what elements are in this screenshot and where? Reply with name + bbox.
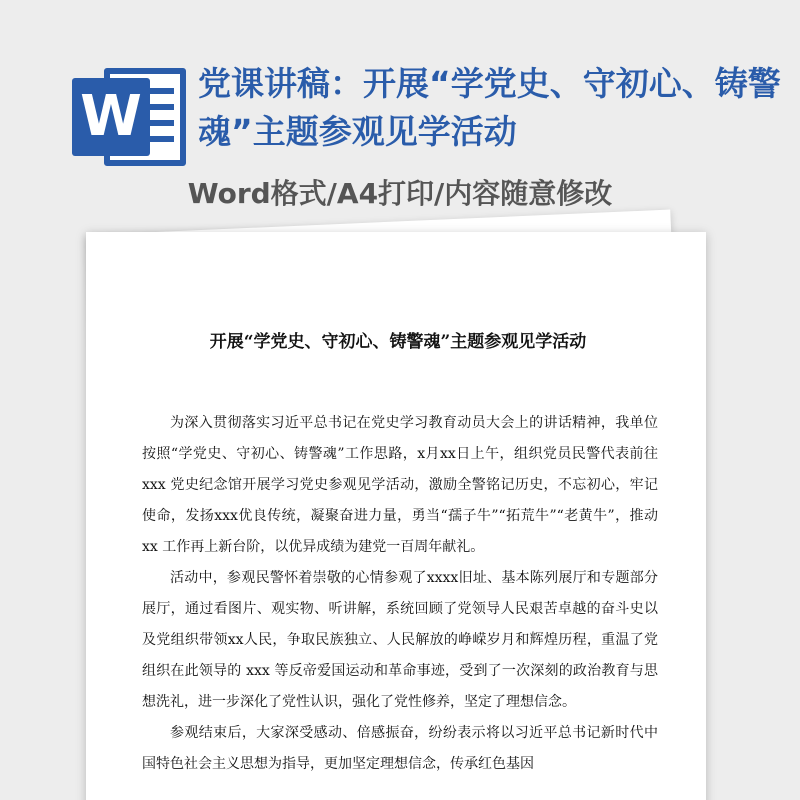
document-paragraph: 参观结束后，大家深受感动、倍感振奋，纷纷表示将以习近平总书记新时代中国特色社会主义思想为指导，更加坚定理想信念，传承红色基因 — [142, 725, 658, 772]
header-title: 党课讲稿：开展“学党史、守初心、铸警魂”主题参观见学活动 — [198, 64, 781, 151]
document-page — [86, 232, 706, 800]
header-subtitle: Word格式/A4打印/内容随意修改 — [187, 177, 613, 210]
document-title: 开展“学党史、守初心、铸警魂”主题参观见学活动 — [209, 332, 587, 352]
document-paragraph: 活动中，参观民警怀着崇敬的心情参观了xxxx旧址、基本陈列展厅和专题部分展厅，通过看图片、观实物、听讲解，系统回顾了党领导人民艰苦卓越的奋斗史以及党组织带领xx人民，争取民族独立、人民解放的峥嵘岁月和辉煌历程，重温了党组织在此领导的 xxx 等反帝爱国运动和革命事迹，受到了一次深刻的政治教育与思想洗礼，进一步深化了党性认识，强化了党性修养，坚定了理想信念。 — [142, 570, 658, 710]
word-w-badge: W — [72, 78, 150, 156]
document-body — [142, 408, 658, 780]
word-logo-icon — [72, 58, 190, 176]
document-paragraph: 为深入贯彻落实习近平总书记在党史学习教育动员大会上的讲话精神，我单位按照“学党史、守初心、铸警魂”工作思路，x月xx日上午，组织党员民警代表前往 xxx 党史纪念馆开展学习党史参观见学活动，激励全警铭记历史，不忘初心，牢记使命，发扬xxx优良传统，凝聚奋进力量，勇当“孺子牛”“拓荒牛”“老黄牛”，推动 xx 工作再上新台阶，以优异成绩为建党一百周年献礼。 — [142, 415, 658, 555]
